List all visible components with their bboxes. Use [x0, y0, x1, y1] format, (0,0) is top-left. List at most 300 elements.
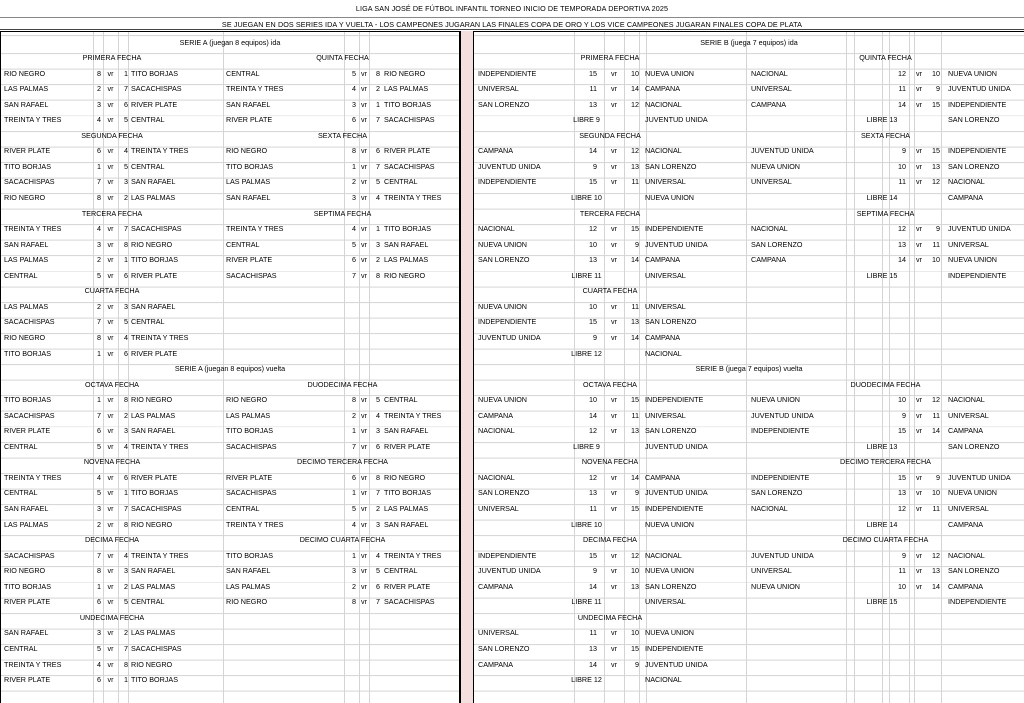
home-team: INDEPENDIENTE — [478, 177, 537, 187]
away-team: INDEPENDIENTE — [948, 597, 1007, 607]
away-number: 12 — [932, 550, 940, 560]
home-team: RIO NEGRO — [4, 193, 46, 202]
home-team: SAN RAFAEL — [226, 193, 271, 202]
match-row — [1, 314, 459, 330]
away-team: LAS PALMAS — [131, 410, 176, 420]
away-team: NACIONAL — [948, 395, 985, 405]
home-team: SAN LORENZO — [751, 239, 803, 249]
home-team: SAN RAFAEL — [4, 239, 49, 249]
away-number: 3 — [376, 239, 380, 249]
match-row — [474, 252, 1024, 268]
versus-label: vr — [916, 472, 922, 482]
away-team: CENTRAL — [131, 115, 165, 125]
away-team: SACACHISPAS — [131, 643, 182, 653]
match-row — [474, 548, 1024, 564]
away-team: SAN LORENZO — [645, 161, 697, 171]
home-team: TREINTA Y TRES — [4, 659, 62, 669]
home-team: TITO BORJAS — [4, 581, 51, 591]
fecha-title: SEPTIMA FECHA — [856, 208, 915, 218]
versus-label: vr — [361, 255, 367, 265]
versus-label: vr — [916, 177, 922, 187]
home-number: 15 — [898, 472, 906, 482]
away-number: 12 — [932, 395, 940, 405]
fecha-title-row — [474, 532, 1024, 548]
away-number: 1 — [124, 255, 128, 265]
home-team: SACACHISPAS — [4, 410, 55, 420]
home-team: CENTRAL — [226, 239, 260, 249]
home-number: 14 — [589, 659, 597, 669]
away-team: INDEPENDIENTE — [948, 146, 1007, 156]
series-title: SERIE B (juega 7 equipos) vuelta — [695, 364, 803, 374]
home-team: RIVER PLATE — [4, 675, 51, 685]
away-team: SAN LORENZO — [645, 581, 697, 591]
versus-label: vr — [107, 659, 114, 669]
away-number: 7 — [124, 224, 128, 234]
away-number: 15 — [932, 99, 940, 109]
home-team: INDEPENDIENTE — [478, 68, 537, 78]
away-team: TREINTA Y TRES — [384, 193, 442, 202]
away-number: 2 — [124, 193, 128, 202]
away-team: TITO BORJAS — [384, 488, 431, 498]
away-number: 9 — [936, 224, 940, 234]
bye-label: LIBRE 12 — [571, 675, 602, 685]
match-row — [1, 439, 459, 455]
away-number: 9 — [635, 239, 639, 249]
versus-label: vr — [107, 643, 114, 653]
home-team: SACACHISPAS — [226, 441, 277, 451]
versus-label: vr — [916, 255, 922, 265]
home-team: TREINTA Y TRES — [226, 224, 284, 234]
away-team: JUVENTUD UNIDA — [948, 224, 1011, 234]
fecha-title: SEXTA FECHA — [318, 130, 367, 140]
fecha-title: OCTAVA FECHA — [85, 379, 139, 389]
series-title-row — [474, 361, 1024, 377]
home-team: RIVER PLATE — [4, 426, 51, 436]
versus-label: vr — [107, 193, 114, 202]
fecha-title-row — [1, 128, 459, 144]
home-number: 5 — [352, 504, 356, 513]
home-team: LAS PALMAS — [226, 410, 271, 420]
versus-label: vr — [611, 426, 617, 436]
home-number: 8 — [352, 597, 356, 607]
home-team: NACIONAL — [751, 68, 788, 78]
home-number: 2 — [97, 255, 101, 265]
bye-label: LIBRE 9 — [573, 115, 600, 125]
home-team: CAMPANA — [478, 410, 514, 420]
away-number: 4 — [124, 332, 128, 342]
fecha-title: QUINTA FECHA — [859, 53, 912, 63]
home-team: INDEPENDIENTE — [751, 426, 810, 436]
away-number: 6 — [124, 348, 128, 358]
home-number: 15 — [589, 68, 597, 78]
away-number: 8 — [376, 472, 380, 482]
away-team: RIVER PLATE — [131, 472, 178, 482]
away-team: SAN RAFAEL — [384, 519, 429, 529]
away-team: CAMPANA — [645, 255, 681, 265]
match-row — [474, 485, 1024, 501]
away-team: JUVENTUD UNIDA — [645, 659, 708, 669]
match-row — [1, 143, 459, 159]
home-team: NUEVA UNION — [478, 395, 527, 405]
match-row — [474, 423, 1024, 439]
away-number: 5 — [376, 177, 380, 187]
versus-label: vr — [611, 488, 617, 498]
versus-label: vr — [107, 161, 114, 171]
away-team: TREINTA Y TRES — [384, 550, 442, 560]
away-team: CENTRAL — [384, 177, 418, 187]
away-number: 14 — [932, 426, 940, 436]
away-number: 2 — [124, 628, 128, 638]
away-team: UNIVERSAL — [948, 410, 989, 420]
home-number: 15 — [898, 426, 906, 436]
away-number: 14 — [631, 84, 639, 94]
fecha-title-row — [1, 50, 459, 66]
home-team: RIVER PLATE — [4, 146, 51, 156]
away-number: 11 — [932, 504, 940, 513]
home-team: CENTRAL — [4, 488, 38, 498]
home-number: 6 — [352, 115, 356, 125]
away-team: SAN LORENZO — [948, 566, 1000, 576]
versus-label: vr — [916, 68, 922, 78]
versus-label: vr — [361, 84, 367, 94]
away-team: TITO BORJAS — [131, 255, 178, 265]
fecha-title: CUARTA FECHA — [84, 286, 140, 296]
away-team: UNIVERSAL — [948, 504, 989, 513]
away-number: 13 — [631, 317, 639, 327]
away-number: 14 — [631, 472, 639, 482]
away-team: TREINTA Y TRES — [131, 550, 189, 560]
versus-label: vr — [611, 68, 617, 78]
home-team: CENTRAL — [4, 270, 38, 280]
versus-label: vr — [107, 255, 114, 265]
match-row — [474, 641, 1024, 657]
fecha-title: SEGUNDA FECHA — [81, 130, 143, 140]
home-team: TITO BORJAS — [4, 395, 51, 405]
away-number: 7 — [376, 115, 380, 125]
home-team: TITO BORJAS — [226, 426, 273, 436]
fecha-title: DECIMA FECHA — [85, 535, 139, 545]
home-team: CAMPANA — [751, 255, 787, 265]
home-number: 10 — [589, 301, 597, 311]
versus-label: vr — [916, 224, 922, 234]
versus-label: vr — [361, 193, 367, 202]
away-number: 7 — [124, 504, 128, 513]
fecha-title-row — [1, 206, 459, 222]
match-row — [474, 314, 1024, 330]
away-number: 11 — [932, 410, 940, 420]
away-team: LAS PALMAS — [131, 628, 176, 638]
home-number: 12 — [589, 426, 597, 436]
away-number: 9 — [936, 84, 940, 94]
away-team: SAN RAFAEL — [131, 301, 176, 311]
away-team: JUVENTUD UNIDA — [948, 472, 1011, 482]
away-team: TREINTA Y TRES — [384, 410, 442, 420]
versus-label: vr — [107, 270, 114, 280]
away-number: 6 — [124, 472, 128, 482]
away-number: 13 — [932, 566, 940, 576]
versus-label: vr — [107, 301, 114, 311]
versus-label: vr — [107, 675, 114, 685]
away-team: TITO BORJAS — [131, 675, 178, 685]
away-number: 8 — [124, 395, 128, 405]
away-team: RIO NEGRO — [384, 270, 426, 280]
away-number: 1 — [376, 224, 380, 234]
away-number: 1 — [124, 68, 128, 78]
match-row — [474, 579, 1024, 595]
versus-label: vr — [107, 550, 114, 560]
match-row — [1, 563, 459, 579]
versus-label: vr — [611, 99, 617, 109]
away-number: 3 — [376, 519, 380, 529]
home-team: CENTRAL — [226, 504, 260, 513]
versus-label: vr — [361, 488, 367, 498]
versus-label: vr — [916, 488, 922, 498]
away-number: 7 — [124, 84, 128, 94]
home-number: 5 — [97, 270, 101, 280]
versus-label: vr — [107, 628, 114, 638]
fecha-title: NOVENA FECHA — [581, 457, 639, 467]
series-b-panel — [473, 31, 1024, 703]
home-number: 4 — [97, 659, 101, 669]
home-number: 9 — [902, 410, 906, 420]
home-team: CAMPANA — [478, 581, 514, 591]
bye-label: LIBRE 11 — [571, 597, 602, 607]
home-number: 1 — [97, 395, 101, 405]
fecha-title: SEGUNDA FECHA — [579, 130, 641, 140]
away-team: LAS PALMAS — [384, 255, 429, 265]
home-number: 9 — [902, 550, 906, 560]
home-team: SAN LORENZO — [751, 488, 803, 498]
match-row — [1, 159, 459, 175]
away-team: INDEPENDIENTE — [645, 643, 704, 653]
home-number: 14 — [898, 99, 906, 109]
versus-label: vr — [361, 472, 367, 482]
match-row — [1, 594, 459, 610]
home-number: 14 — [898, 255, 906, 265]
home-number: 12 — [589, 472, 597, 482]
bye-label: LIBRE 15 — [866, 597, 898, 607]
home-number: 13 — [898, 239, 906, 249]
away-number: 1 — [376, 99, 380, 109]
versus-label: vr — [916, 566, 922, 576]
away-team: NUEVA UNION — [948, 488, 997, 498]
away-team: CENTRAL — [131, 317, 165, 327]
away-number: 4 — [376, 193, 380, 202]
home-team: TREINTA Y TRES — [4, 472, 62, 482]
versus-label: vr — [107, 317, 114, 327]
home-team: NACIONAL — [751, 504, 788, 513]
home-number: 6 — [97, 675, 101, 685]
series-title: SERIE A (juegan 8 equipos) ida — [179, 37, 281, 47]
versus-label: vr — [107, 177, 114, 187]
match-row — [474, 672, 1024, 688]
away-number: 3 — [124, 566, 128, 576]
home-team: TITO BORJAS — [226, 550, 273, 560]
versus-label: vr — [107, 566, 114, 576]
home-number: 4 — [352, 224, 356, 234]
away-team: RIVER PLATE — [384, 581, 431, 591]
home-number: 5 — [97, 488, 101, 498]
match-row — [1, 346, 459, 362]
away-team: TREINTA Y TRES — [131, 441, 189, 451]
away-number: 8 — [124, 519, 128, 529]
home-number: 1 — [352, 161, 356, 171]
home-number: 1 — [97, 348, 101, 358]
versus-label: vr — [916, 84, 922, 94]
home-team: LAS PALMAS — [4, 301, 49, 311]
away-team: TITO BORJAS — [384, 99, 431, 109]
away-number: 3 — [124, 426, 128, 436]
home-team: NUEVA UNION — [478, 239, 527, 249]
away-number: 12 — [631, 550, 639, 560]
home-number: 14 — [589, 146, 597, 156]
away-number: 4 — [124, 550, 128, 560]
fecha-title: CUARTA FECHA — [582, 286, 638, 296]
versus-label: vr — [107, 441, 114, 451]
home-number: 7 — [97, 410, 101, 420]
away-number: 8 — [124, 659, 128, 669]
fecha-title: DUODECIMA FECHA — [850, 379, 921, 389]
away-team: CAMPANA — [645, 332, 681, 342]
home-team: UNIVERSAL — [751, 566, 792, 576]
home-number: 12 — [898, 224, 906, 234]
home-team: SACACHISPAS — [4, 177, 55, 187]
away-team: SAN RAFAEL — [131, 177, 176, 187]
away-team: LAS PALMAS — [384, 84, 429, 94]
match-row — [1, 423, 459, 439]
home-team: LAS PALMAS — [4, 519, 49, 529]
versus-label: vr — [107, 597, 114, 607]
match-row — [474, 237, 1024, 253]
home-team: SACACHISPAS — [4, 550, 55, 560]
home-number: 12 — [898, 68, 906, 78]
versus-label: vr — [611, 550, 617, 560]
away-number: 10 — [631, 566, 639, 576]
fecha-title: DUODECIMA FECHA — [307, 379, 378, 389]
away-number: 6 — [376, 146, 380, 156]
home-number: 2 — [97, 84, 101, 94]
away-number: 5 — [124, 161, 128, 171]
home-team: JUVENTUD UNIDA — [478, 161, 541, 171]
away-team: CAMPANA — [948, 193, 984, 202]
away-team: JUVENTUD UNIDA — [645, 239, 708, 249]
home-number: 15 — [589, 550, 597, 560]
home-number: 4 — [97, 224, 101, 234]
home-number: 5 — [352, 68, 356, 78]
home-team: CENTRAL — [4, 643, 38, 653]
away-number: 6 — [376, 441, 380, 451]
home-team: CAMPANA — [478, 659, 514, 669]
home-number: 4 — [97, 115, 101, 125]
fecha-title-row — [474, 377, 1024, 393]
match-row — [1, 174, 459, 190]
series-title: SERIE B (juega 7 equipos) ida — [700, 37, 798, 47]
home-number: 9 — [593, 332, 597, 342]
match-row — [1, 579, 459, 595]
home-team: TITO BORJAS — [226, 161, 273, 171]
home-number: 6 — [97, 146, 101, 156]
away-number: 13 — [631, 426, 639, 436]
fecha-title-row — [1, 532, 459, 548]
away-number: 3 — [124, 177, 128, 187]
match-row — [1, 97, 459, 113]
home-number: 15 — [589, 317, 597, 327]
home-team: RIO NEGRO — [226, 146, 268, 156]
away-team: JUVENTUD UNIDA — [948, 84, 1011, 94]
versus-label: vr — [611, 581, 617, 591]
match-row — [1, 672, 459, 688]
away-team: RIO NEGRO — [131, 395, 173, 405]
home-team: RIO NEGRO — [226, 395, 268, 405]
fecha-title: SEPTIMA FECHA — [313, 208, 372, 218]
away-team: RIO NEGRO — [131, 239, 173, 249]
versus-label: vr — [916, 426, 922, 436]
home-number: 1 — [352, 426, 356, 436]
fecha-title-row — [474, 206, 1024, 222]
series-title-row — [1, 35, 459, 51]
away-team: SAN LORENZO — [645, 317, 697, 327]
away-number: 14 — [631, 332, 639, 342]
home-number: 3 — [352, 193, 356, 202]
home-team: RIO NEGRO — [4, 68, 46, 78]
home-number: 10 — [589, 395, 597, 405]
match-row — [1, 392, 459, 408]
match-row — [1, 66, 459, 82]
home-team: UNIVERSAL — [751, 84, 792, 94]
match-row — [1, 112, 459, 128]
home-team: INDEPENDIENTE — [478, 550, 537, 560]
home-team: SACACHISPAS — [226, 270, 277, 280]
home-team: JUVENTUD UNIDA — [751, 146, 814, 156]
home-team: NUEVA UNION — [751, 395, 800, 405]
home-number: 3 — [97, 239, 101, 249]
match-row — [474, 470, 1024, 486]
home-team: TITO BORJAS — [4, 161, 51, 171]
bye-label: LIBRE 14 — [866, 193, 898, 202]
away-team: SAN LORENZO — [948, 161, 1000, 171]
away-number: 7 — [124, 643, 128, 653]
away-number: 14 — [932, 581, 940, 591]
home-number: 7 — [352, 441, 356, 451]
away-team: SACACHISPAS — [131, 84, 182, 94]
home-number: 1 — [352, 488, 356, 498]
away-team: UNIVERSAL — [645, 410, 686, 420]
home-team: CAMPANA — [478, 146, 514, 156]
home-team: SAN RAFAEL — [226, 566, 271, 576]
home-team: SAN LORENZO — [478, 99, 530, 109]
versus-label: vr — [361, 224, 367, 234]
series-title: SERIE A (juegan 8 equipos) vuelta — [174, 364, 286, 374]
home-team: NACIONAL — [751, 224, 788, 234]
home-number: 11 — [589, 628, 597, 638]
match-row — [474, 221, 1024, 237]
away-team: NUEVA UNION — [948, 255, 997, 265]
away-team: TITO BORJAS — [131, 488, 178, 498]
home-number: 7 — [97, 177, 101, 187]
away-team: RIVER PLATE — [384, 146, 431, 156]
match-row — [1, 408, 459, 424]
versus-label: vr — [611, 317, 617, 327]
home-team: NUEVA UNION — [751, 161, 800, 171]
versus-label: vr — [361, 410, 367, 420]
versus-label: vr — [107, 426, 114, 436]
away-team: SACACHISPAS — [131, 504, 182, 513]
home-team: UNIVERSAL — [478, 628, 519, 638]
match-row — [1, 190, 459, 206]
home-number: 8 — [97, 332, 101, 342]
bye-label: LIBRE 15 — [866, 270, 898, 280]
away-number: 11 — [631, 301, 639, 311]
